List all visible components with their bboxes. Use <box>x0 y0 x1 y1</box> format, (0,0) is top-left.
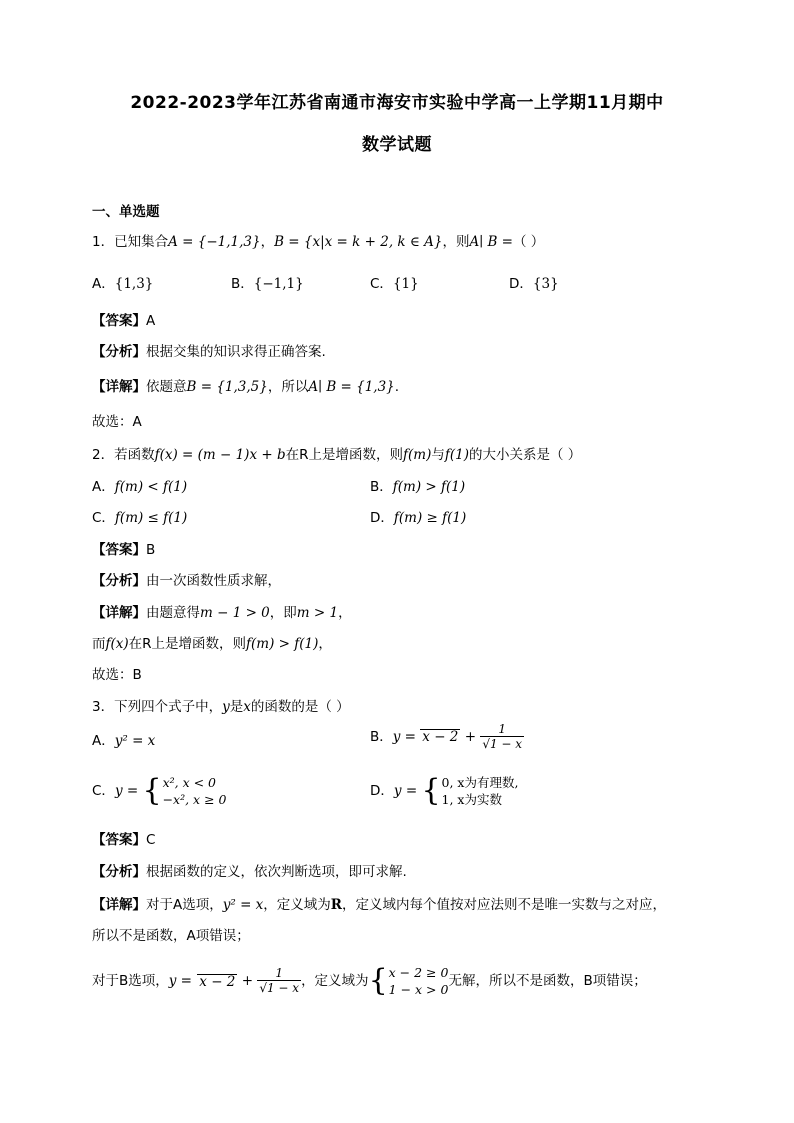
question-3-detail-b: 对于B选项，y = x − 2 + $\frac{1}{√1 - x}$ ，定义域为{ x − 2 ≥ 0 1 − x > 0 无解，所以不是函数，B项错误； <box>92 963 647 998</box>
question-1-option-d: D．{3} <box>509 276 559 292</box>
question-2-option-d: D．f(m) ≥ f(1) <box>370 510 467 526</box>
question-1-detail: 【详解】依题意B = {1,3,5}，所以A∣ B = {1,3}. <box>92 379 400 395</box>
question-3-option-d: D．y = { 0, x为有理数, 1, x为实数 <box>370 773 519 808</box>
question-1-analysis: 【分析】根据交集的知识求得正确答案. <box>92 344 326 360</box>
question-2-analysis: 【分析】由一次函数性质求解， <box>92 573 281 589</box>
question-3-option-a: A．y² = x <box>92 733 156 749</box>
exam-title-line2: 数学试题 <box>362 135 432 155</box>
question-1-answer: 【答案】A <box>92 313 156 329</box>
question-2-option-b: B．f(m) > f(1) <box>370 479 466 495</box>
question-3-detail-line2: 所以不是函数，A项错误； <box>92 928 250 944</box>
question-3-option-c: C．y = { x², x < 0 −x², x ≥ 0 <box>92 773 227 808</box>
question-2-detail: 【详解】由题意得m − 1 > 0，即m > 1， <box>92 605 352 621</box>
question-3-detail-b-fraction: $\frac{1}{√1 - x}$ <box>259 966 300 995</box>
question-3-option-d-cases: 0, x为有理数, 1, x为实数 <box>441 775 519 807</box>
question-1-option-c: C．{1} <box>370 276 419 292</box>
section-heading: 一、单选题 <box>92 204 160 220</box>
question-3-analysis: 【分析】根据函数的定义，依次判断选项，即可求解. <box>92 864 407 880</box>
question-3-answer: 【答案】C <box>92 832 156 848</box>
question-2-option-a: A．f(m) < f(1) <box>92 479 188 495</box>
question-1-conclusion: 故选：A <box>92 414 142 430</box>
question-2-conclusion: 故选：B <box>92 667 142 683</box>
question-1-stem: 1．已知集合A = {−1,1,3}，B = {x|x = k + 2, k ∈ A}，则A∣ B =（ ） <box>92 234 545 250</box>
question-3-option-b-fraction: $\frac{1}{√1 - x}$ <box>482 722 523 751</box>
question-3-stem: 3．下列四个式子中，y是x的函数的是（ ） <box>92 699 350 715</box>
question-2-option-c: C．f(m) ≤ f(1) <box>92 510 188 526</box>
question-2-answer: 【答案】B <box>92 542 156 558</box>
question-3-option-b: B．y = x − 2 + $\frac{1}{√1 - x}$ <box>370 722 523 751</box>
question-2-detail-line2: 而f(x)在R上是增函数，则f(m) > f(1)， <box>92 636 332 652</box>
question-3-detail: 【详解】对于A选项，y² = x，定义域为R，定义域内每个值按对应法则不是唯一实数与之对应， <box>92 897 667 913</box>
question-3-option-c-cases: x², x < 0 −x², x ≥ 0 <box>162 775 227 807</box>
question-1-option-a: A．{1,3} <box>92 276 154 292</box>
question-2-stem: 2．若函数f(x) = (m − 1)x + b在R上是增函数，则f(m)与f(1)的大小关系是（ ） <box>92 447 582 463</box>
question-1-option-b: B．{−1,1} <box>231 276 304 292</box>
question-3-detail-b-cases: x − 2 ≥ 0 1 − x > 0 <box>388 965 449 997</box>
exam-title-line1: 2022-2023学年江苏省南通市海安市实验中学高一上学期11月期中 <box>130 93 664 113</box>
